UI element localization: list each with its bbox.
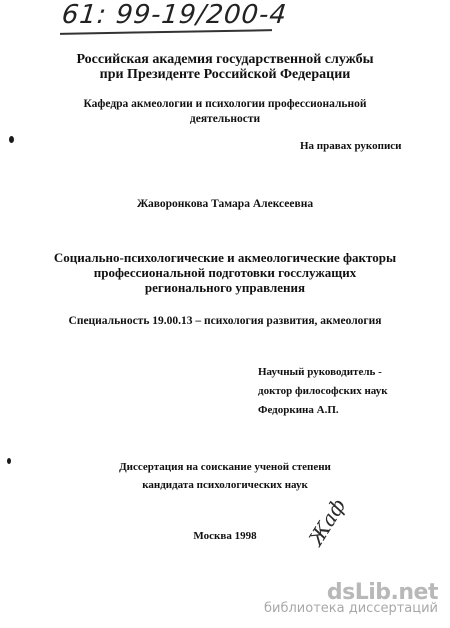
- watermark-logo: dsLib.net: [326, 580, 438, 605]
- handwritten-signature: Жаф: [303, 494, 351, 550]
- supervisor-degree: доктор философских наук: [258, 385, 388, 397]
- handwritten-underline: [60, 29, 272, 35]
- author-name: Жаворонкова Тамара Алексеевна: [136, 198, 314, 210]
- scan-speck: [9, 136, 14, 143]
- dissertation-line-1: Диссертация на соискание ученой степени: [119, 461, 331, 473]
- department-line-1: Кафедра акмеологии и психологии профессиональной: [83, 98, 367, 110]
- rights-note: На правах рукописи: [300, 140, 402, 152]
- department-line-2: деятельности: [189, 113, 261, 125]
- supervisor-name: Федоркина А.П.: [258, 404, 339, 416]
- supervisor-label: Научный руководитель -: [258, 366, 382, 378]
- title-line-2: профессиональной подготовки госслужащих: [93, 265, 357, 280]
- watermark-subtitle: библиотека диссертаций: [264, 601, 438, 616]
- city-year: Москва 1998: [193, 530, 257, 542]
- specialty-line: Специальность 19.00.13 – психология развития, акмеология: [68, 315, 382, 327]
- handwritten-catalog-number: 61: 99-19/200-4: [60, 0, 289, 30]
- title-line-3: регионального управления: [144, 280, 306, 295]
- organization-line-2: при Президенте Российской Федерации: [99, 67, 351, 82]
- dissertation-line-2: кандидата психологических наук: [142, 479, 308, 491]
- watermark: [264, 580, 438, 616]
- title-line-1: Социально-психологические и акмеологические факторы: [53, 250, 397, 265]
- scan-speck: [7, 458, 11, 464]
- organization-line-1: Российская академия государственной службы: [76, 52, 374, 67]
